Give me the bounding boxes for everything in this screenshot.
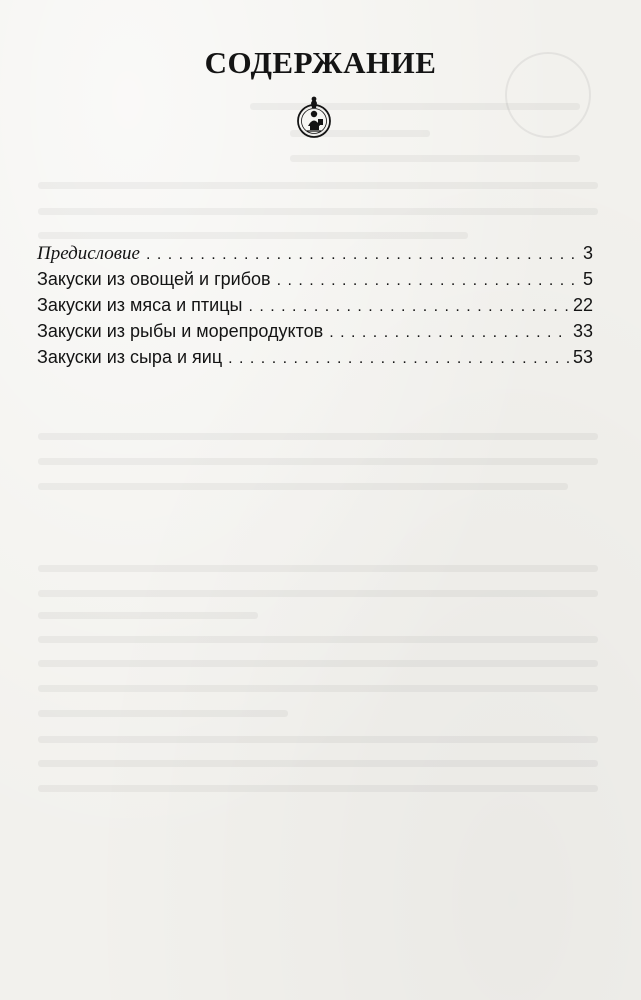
bleed-through-line: [38, 483, 568, 490]
toc-entry-title: Закуски из сыра и яиц: [37, 347, 223, 367]
toc-entry-title: Закуски из мяса и птицы: [37, 295, 243, 315]
toc-entry[interactable]: [37, 295, 593, 321]
bleed-through-line: [38, 785, 598, 792]
bleed-through-line: [38, 636, 598, 643]
bleed-through-line: [38, 685, 598, 692]
toc-entry-page: 5: [582, 269, 593, 289]
bleed-through-line: [290, 155, 580, 162]
toc-entry-page: 53: [572, 347, 593, 367]
table-of-contents: [37, 243, 593, 373]
toc-leader-dots: [228, 350, 569, 368]
bleed-through-line: [38, 182, 598, 189]
bleed-through-line: [38, 660, 598, 667]
bleed-through-line: [38, 208, 598, 215]
toc-entry[interactable]: [37, 347, 593, 373]
bleed-through-line: [38, 736, 598, 743]
bleed-through-line: [38, 232, 468, 239]
toc-entry-title: Предисловие: [37, 243, 140, 264]
toc-entry-title: Закуски из рыбы и морепродуктов: [37, 321, 324, 341]
toc-leader-dots: [277, 272, 575, 290]
toc-entry-page: 3: [582, 243, 593, 263]
page-title: СОДЕРЖАНИЕ: [204, 45, 437, 80]
toc-entry-page: 22: [572, 295, 593, 315]
bleed-through-line: [38, 710, 288, 717]
toc-entry[interactable]: [37, 321, 593, 347]
bleed-through-line: [38, 760, 598, 767]
bleed-through-line: [38, 612, 258, 619]
toc-leader-dots: [146, 246, 575, 264]
toc-entry-page: 33: [572, 321, 593, 341]
toc-entry-title: Закуски из овощей и грибов: [37, 269, 271, 289]
bleed-through-line: [38, 433, 598, 440]
toc-entry[interactable]: [37, 269, 593, 295]
toc-entry[interactable]: [37, 243, 593, 269]
bleed-through-line: [38, 565, 598, 572]
bleed-through-line: [38, 590, 598, 597]
toc-leader-dots: [248, 298, 568, 316]
chef-emblem-icon: [295, 95, 333, 139]
toc-leader-dots: [329, 324, 569, 342]
bleed-through-line: [38, 458, 598, 465]
